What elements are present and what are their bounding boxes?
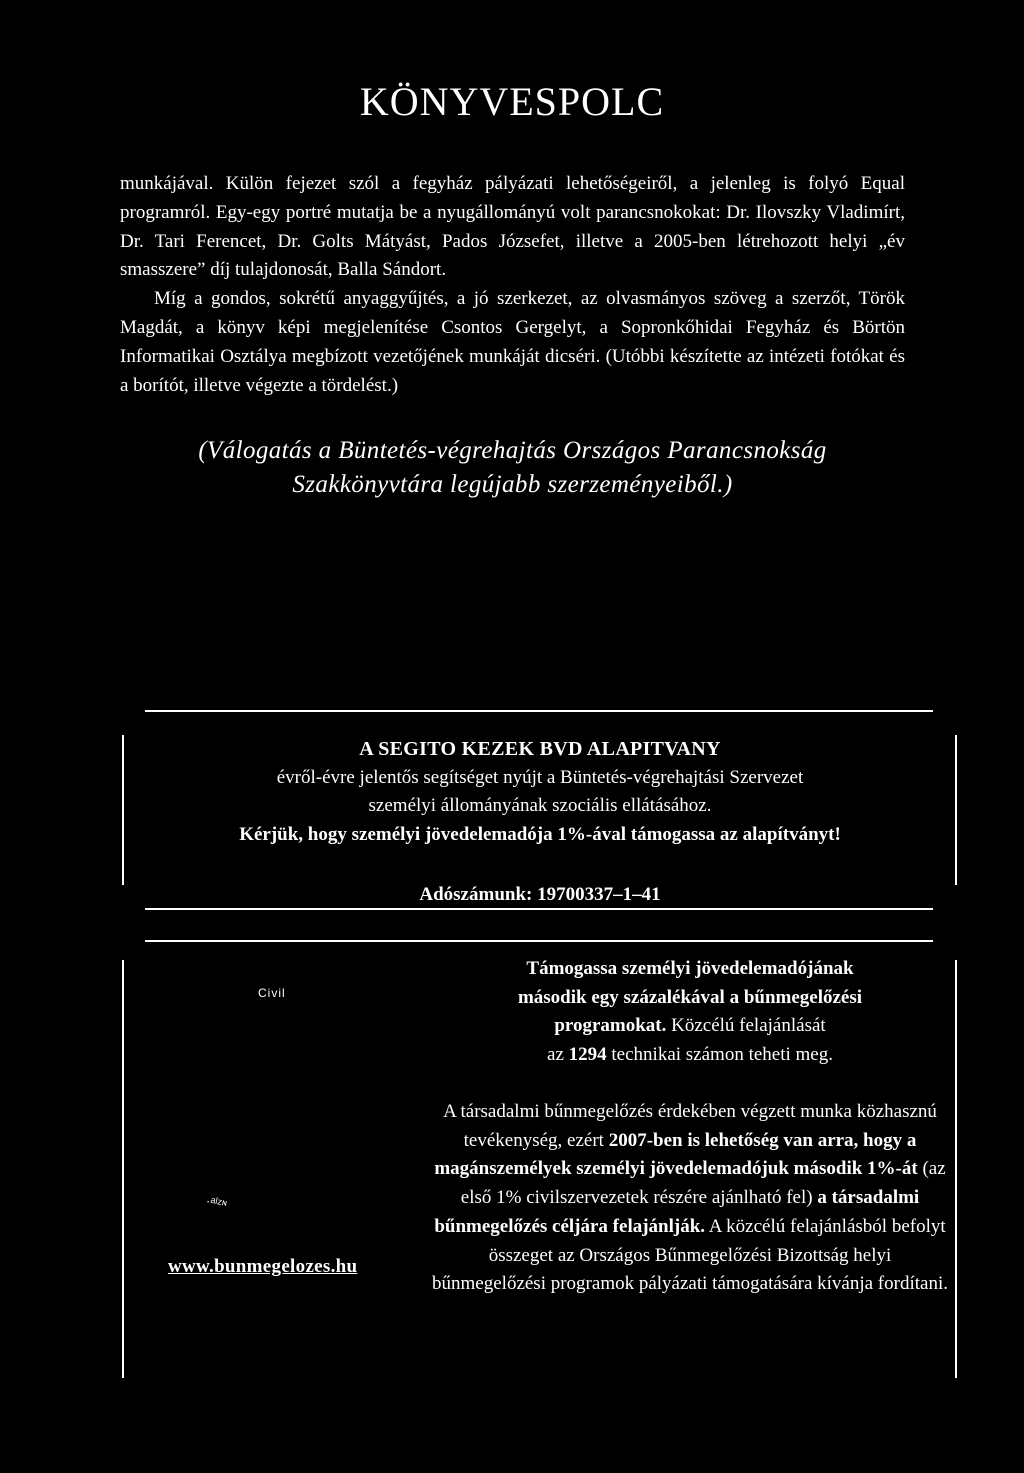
civil-logo-label: Civil [258, 986, 286, 1000]
foundation-line-1: évről-évre jelentős segítséget nyújt a Büntetés-végrehajtási Szervezet [276, 766, 804, 788]
prevention-info [432, 1098, 948, 1299]
support-appeal [432, 955, 948, 1070]
support-line-4-pre: az [547, 1044, 569, 1066]
support-line-4-post: technikai számon teheti meg. [606, 1044, 833, 1066]
source-note-line-1: (Válogatás a Büntetés-végrehajtás Országos Parancsnokság [198, 437, 827, 464]
foundation-line-2: személyi állományának szociális ellátásához. [368, 795, 712, 816]
prevention-box-left-rule [122, 960, 124, 1378]
info-part-b: 2007-ben is lehetőség van arra, hogy a magánszemélyek személyi jövedelemadójuk második 1%-át [434, 1129, 918, 1180]
source-note [120, 434, 905, 502]
foundation-tax-number: Adószámunk: 19700337–1–41 [419, 884, 661, 905]
source-note-line-2: Szakkönyvtára legújabb szerzeményeiből.) [292, 471, 733, 498]
logo-fragment: ·ᵃˡᶻᶰ [204, 1192, 229, 1213]
foundation-box-left-rule [122, 735, 124, 885]
foundation-box-right-rule [955, 735, 957, 885]
article-paragraph-1: munkájával. Külön fejezet szól a fegyház pályázati lehetőségeiről, a jelenleg is folyó Equal programról. Egy-egy portré mutatja be a nyugállományú volt parancsnokokat: Dr. Ilovszky Vladimírt, Dr. Tari Ferencet, Dr. Golts Mátyást, Pados Józsefet, illetve a 2005-ben létrehozott helyi „év smasszere” díj tulajdonosát, Balla Sándort. [120, 173, 905, 281]
support-line-3-bold: programokat. [554, 1015, 667, 1037]
foundation-box-top-rule [145, 710, 933, 712]
info-part-e: A közcélú felajánlásból befolyt összeget az Országos Bűnmegelőzési Bizottság helyi bűnmegelőzési programok pályázati támogatására kívánja fordítani. [432, 1215, 948, 1295]
foundation-title: A SEGITO KEZEK BVD ALAPITVANY [359, 738, 721, 760]
support-line-2: második egy százalékával a bűnmegelőzési [517, 986, 863, 1008]
prevention-box-right-rule [955, 960, 957, 1378]
foundation-request: Kérjük, hogy személyi jövedelemadója 1%-ával támogassa az alapítványt! [239, 823, 841, 845]
info-part-a: A társadalmi bűnmegelőzés érdekében végzett munka közhasznú tevékenység, ezért [443, 1101, 937, 1151]
support-line-3 [432, 1012, 948, 1041]
article-body [120, 170, 905, 400]
article-paragraph-2: Míg a gondos, sokrétű anyaggyűjtés, a jó szerkezet, az olvasmányos szöveg a szerzőt, Török Magdát, a könyv képi megjelenítése Csontos Gergelyt, a Sopronkőhidai Fegyház és Börtön Informatikai Osztálya megbízott vezetőjének munkáját dicséri. (Utóbbi készítette az intézeti fotókat és a borítót, illetve végezte a tördelést.) [120, 288, 905, 396]
support-line-4-bold: 1294 [568, 1044, 607, 1066]
foundation-box [125, 735, 955, 910]
page-title: KÖNYVESPOLC [359, 79, 665, 124]
info-part-d: a társadalmi bűnmegelőzés céljára felajánlják. [434, 1187, 920, 1237]
website-link[interactable]: www.bunmegelozes.hu [168, 1256, 358, 1277]
support-line-4 [432, 1041, 948, 1070]
prevention-box-top-rule [145, 940, 933, 942]
support-line-1: Támogassa személyi jövedelemadójának [526, 958, 854, 979]
support-line-3-rest: Közcélú felajánlását [666, 1015, 826, 1037]
info-part-c: (az első 1% civilszervezetek részére ajánlható fel) [460, 1158, 946, 1209]
foundation-box-bottom-rule [145, 908, 933, 910]
